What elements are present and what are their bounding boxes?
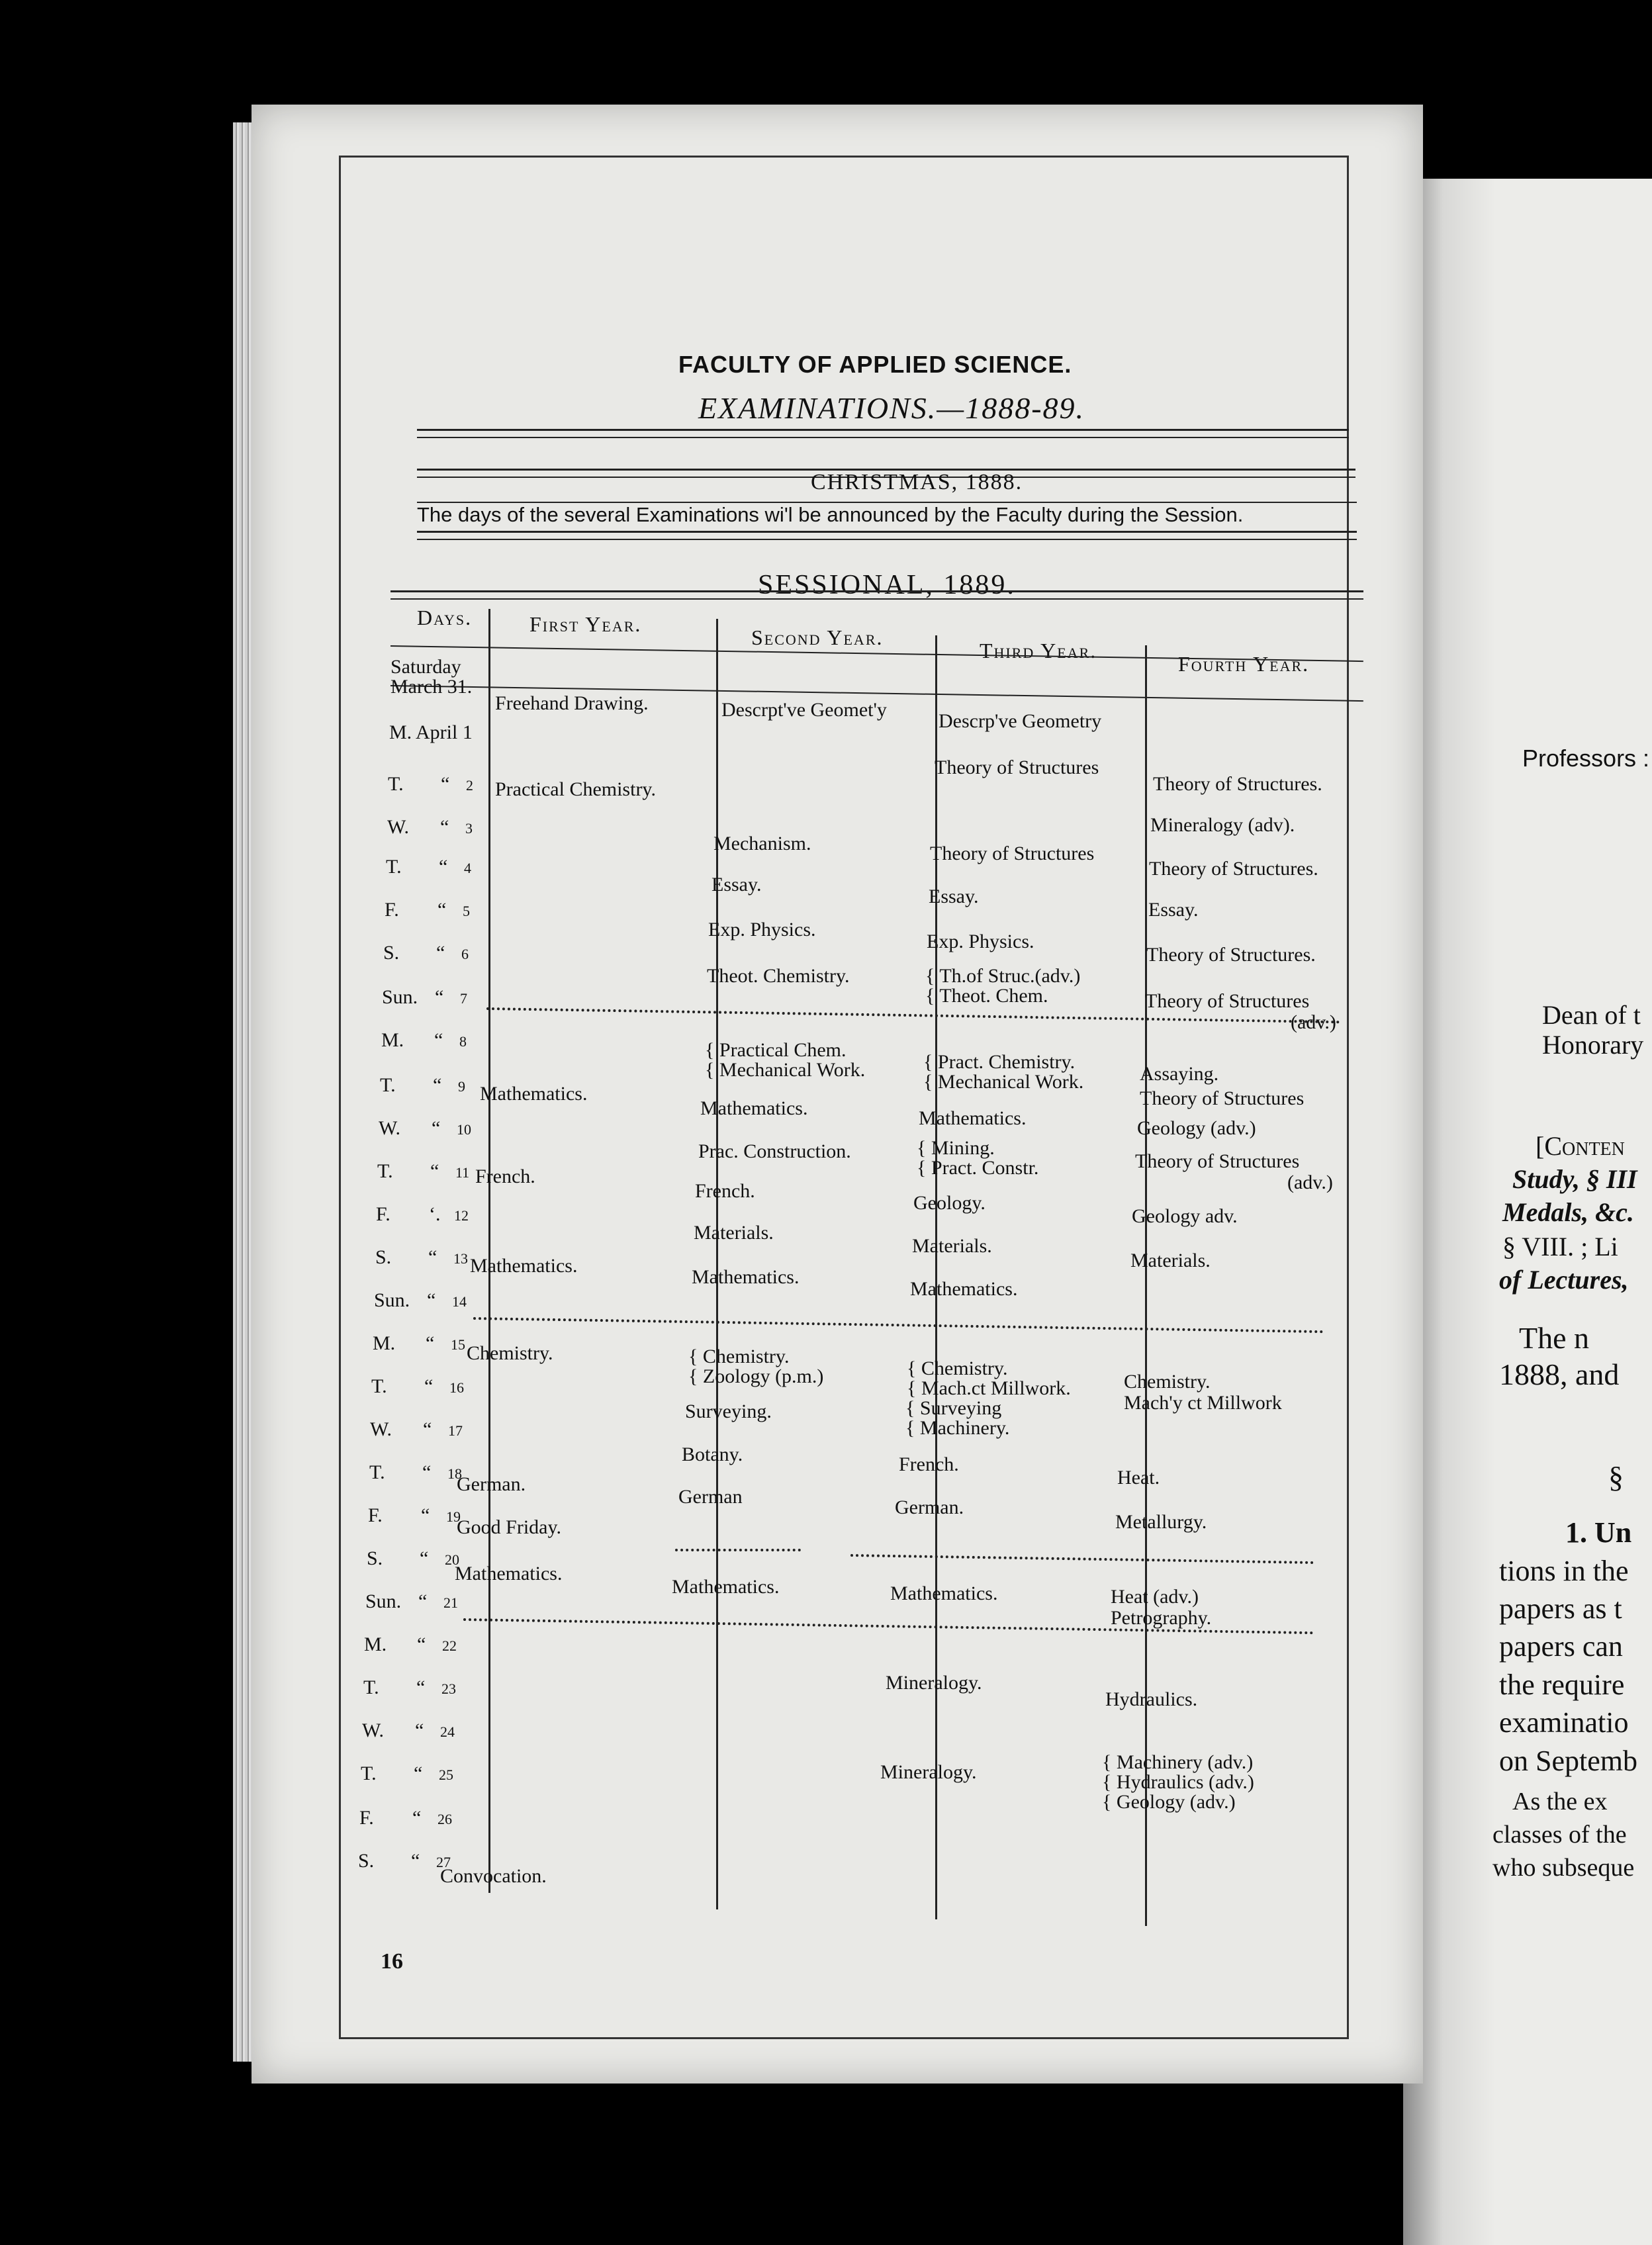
fourth-year-entry: Theory of Structures (1145, 990, 1310, 1012)
facing-text: 1888, and (1499, 1357, 1620, 1391)
facing-text: tions in the (1499, 1555, 1629, 1587)
third-year-entry: Mineralogy. (886, 1672, 982, 1694)
second-year-entry: Prac. Construction. (698, 1140, 851, 1162)
day-label: F. ‘. 12 (376, 1203, 469, 1225)
first-year-entry: Convocation. (440, 1865, 547, 1887)
day-label: M. “ 8 (381, 1029, 467, 1051)
day-label: Saturday March 31. (390, 656, 473, 698)
third-year-entry: { Pract. Chemistry. (923, 1051, 1076, 1073)
column-header-days: Days. (417, 606, 473, 629)
page-title: FACULTY OF APPLIED SCIENCE. (678, 351, 1072, 378)
day-label: T. “ 9 (380, 1074, 465, 1096)
rule (417, 437, 1349, 438)
fourth-year-entry: Mach'y ct Millwork (1124, 1392, 1282, 1414)
second-year-entry: Exp. Physics. (708, 919, 816, 940)
third-year-entry: Materials. (912, 1235, 992, 1257)
column-divider (935, 635, 937, 1919)
third-year-entry: { Machinery. (905, 1417, 1010, 1439)
facing-text: papers as t (1499, 1592, 1622, 1625)
facing-text: classes of the (1492, 1821, 1627, 1849)
facing-text: examinatio (1499, 1706, 1629, 1739)
column-header-fourth-year: Fourth Year. (1178, 652, 1310, 676)
third-year-entry: French. (899, 1453, 959, 1475)
fourth-year-entry: Petrography. (1111, 1607, 1212, 1629)
second-year-entry: Mechanism. (713, 833, 811, 854)
fourth-year-entry: Metallurgy. (1115, 1511, 1207, 1533)
second-year-entry: Descrpt've Geomet'y (721, 699, 887, 721)
third-year-entry: Mathematics. (919, 1107, 1027, 1129)
day-label: W. “ 24 (362, 1719, 455, 1741)
column-divider (1145, 645, 1147, 1926)
second-year-entry: { Chemistry. (688, 1346, 790, 1367)
column-header-second-year: Second Year. (751, 625, 884, 649)
facing-text: the require (1499, 1669, 1625, 1701)
first-year-entry: Mathematics. (455, 1563, 563, 1584)
column-header-third-year: Third Year. (980, 639, 1097, 663)
facing-text: Honorary (1542, 1030, 1644, 1060)
christmas-heading: CHRISTMAS, 1888. (811, 470, 1023, 494)
third-year-entry: { Mining. (917, 1137, 995, 1159)
third-year-entry: Mathematics. (910, 1278, 1018, 1300)
day-label: W. “ 10 (379, 1117, 471, 1139)
day-label: W. “ 17 (370, 1418, 463, 1440)
third-year-entry: Exp. Physics. (927, 931, 1034, 952)
column-divider (488, 609, 490, 1893)
third-year-entry: German. (895, 1496, 964, 1518)
facing-text: of Lectures, (1499, 1265, 1629, 1295)
day-label: S. “ 27 (358, 1850, 451, 1872)
day-label: T. “ 25 (361, 1763, 453, 1784)
rule (417, 429, 1349, 431)
facing-text: The n (1519, 1321, 1590, 1355)
page-subtitle: EXAMINATIONS.—1888-89. (698, 391, 1085, 425)
day-label: T. “ 2 (388, 773, 473, 795)
second-year-entry: French. (695, 1180, 755, 1202)
third-year-entry: { Chemistry. (907, 1357, 1008, 1379)
fourth-year-entry: { Geology (adv.) (1102, 1791, 1236, 1813)
rule (390, 598, 1363, 600)
day-label: M. “ 22 (364, 1633, 457, 1655)
first-year-entry: Practical Chemistry. (495, 778, 656, 800)
second-year-entry: Mathematics. (700, 1097, 808, 1119)
facing-text: As the ex (1512, 1788, 1608, 1815)
second-year-entry: Surveying. (685, 1400, 772, 1422)
second-year-entry: Mathematics. (672, 1576, 780, 1598)
day-label: Sun. “ 21 (365, 1590, 458, 1612)
day-label: T. “ 16 (371, 1375, 464, 1397)
third-year-entry: Mineralogy. (880, 1761, 977, 1783)
day-label: Sun. “ 7 (382, 986, 467, 1008)
third-year-entry: { Pract. Constr. (917, 1157, 1039, 1179)
day-label: F. “ 19 (368, 1504, 461, 1526)
facing-text: on Septemb (1499, 1745, 1637, 1777)
fourth-year-entry: Theory of Structures. (1153, 773, 1322, 795)
third-year-entry: Geology. (913, 1192, 986, 1214)
christmas-note: The days of the several Examinations wi'l be announced by the Faculty during the Session. (417, 503, 1244, 526)
column-divider (716, 619, 718, 1909)
second-year-entry: Materials. (694, 1222, 774, 1244)
facing-text: Professors : (1522, 745, 1650, 772)
day-label: T. “ 23 (363, 1676, 456, 1698)
facing-text: § (1608, 1460, 1624, 1494)
third-year-entry: { Surveying (905, 1397, 1002, 1419)
fourth-year-entry: (adv.) (1287, 1171, 1333, 1193)
facing-text: who subseque (1492, 1854, 1635, 1882)
page-number: 16 (381, 1949, 403, 1974)
fourth-year-entry: Theory of Structures. (1146, 944, 1316, 966)
facing-text: [Conten (1536, 1131, 1625, 1161)
fourth-year-entry: Assaying. (1140, 1063, 1219, 1085)
second-year-entry: Botany. (682, 1443, 743, 1465)
day-label: T. “ 18 (369, 1461, 462, 1483)
facing-text: § VIII. ; Li (1502, 1232, 1618, 1261)
third-year-entry: Mathematics. (890, 1582, 998, 1604)
third-year-entry: { Th.of Struc.(adv.) (925, 965, 1081, 987)
second-year-entry: { Zoology (p.m.) (688, 1365, 824, 1387)
second-year-entry: Theot. Chemistry. (707, 965, 850, 987)
first-year-entry: French. (475, 1166, 535, 1187)
first-year-entry: German. (457, 1473, 526, 1495)
fourth-year-entry: Heat (adv.) (1111, 1586, 1199, 1608)
rule (390, 590, 1363, 592)
fourth-year-entry: (adv.) (1291, 1011, 1336, 1033)
second-year-entry: German (678, 1486, 743, 1508)
fourth-year-entry: { Hydraulics (adv.) (1102, 1771, 1254, 1793)
day-label: W. “ 3 (387, 816, 473, 838)
fourth-year-entry: Geology (adv.) (1137, 1117, 1256, 1139)
fourth-year-entry: Geology adv. (1132, 1205, 1238, 1227)
sessional-heading: SESSIONAL, 1889. (758, 570, 1016, 600)
fourth-year-entry: Chemistry. (1124, 1371, 1211, 1393)
facing-text: Study, § III (1512, 1164, 1637, 1194)
third-year-entry: { Theot. Chem. (925, 985, 1048, 1007)
day-label: S. “ 20 (367, 1547, 459, 1569)
third-year-entry: Theory of Structures (935, 756, 1099, 778)
first-year-entry: Chemistry. (467, 1342, 553, 1364)
third-year-entry: { Mechanical Work. (923, 1071, 1084, 1093)
fourth-year-entry: Theory of Structures (1140, 1087, 1305, 1109)
facing-text: papers can (1499, 1630, 1623, 1663)
day-label: T. “ 4 (386, 856, 471, 878)
first-year-entry: Mathematics. (480, 1083, 588, 1105)
fourth-year-entry: Essay. (1148, 899, 1199, 921)
second-year-entry: Essay. (711, 874, 762, 895)
first-year-entry: Mathematics. (470, 1255, 578, 1277)
fourth-year-entry: Theory of Structures (1135, 1150, 1300, 1172)
day-label: M. “ 15 (373, 1332, 465, 1354)
rule (417, 539, 1357, 540)
dotted-line (675, 1549, 801, 1551)
third-year-entry: Descrp've Geometry (939, 710, 1102, 732)
second-year-entry: { Practical Chem. (705, 1039, 847, 1061)
fourth-year-entry: Theory of Structures. (1149, 858, 1318, 880)
first-year-entry: Good Friday. (457, 1516, 562, 1538)
day-label: S. “ 13 (375, 1246, 468, 1268)
day-label: T. “ 11 (377, 1160, 470, 1182)
rule (417, 531, 1357, 533)
third-year-entry: Essay. (929, 886, 979, 907)
second-year-entry: Mathematics. (692, 1266, 800, 1288)
second-year-entry: { Mechanical Work. (705, 1059, 866, 1081)
day-label: M. April 1 (389, 721, 473, 743)
fourth-year-entry: Materials. (1130, 1250, 1211, 1271)
first-year-entry: Freehand Drawing. (495, 692, 649, 714)
facing-text: Dean of t (1542, 1000, 1641, 1030)
facing-text: Medals, &c. (1502, 1197, 1634, 1227)
third-year-entry: Theory of Structures (930, 843, 1095, 864)
fourth-year-entry: { Machinery (adv.) (1102, 1751, 1254, 1773)
day-label: F. “ 26 (359, 1807, 452, 1829)
facing-text: 1. Un (1565, 1516, 1632, 1549)
third-year-entry: { Mach.ct Millwork. (907, 1377, 1071, 1399)
day-label: Sun. “ 14 (374, 1289, 467, 1311)
fourth-year-entry: Mineralogy (adv). (1150, 814, 1295, 836)
fourth-year-entry: Hydraulics. (1105, 1688, 1198, 1710)
fourth-year-entry: Heat. (1117, 1467, 1160, 1489)
day-label: S. “ 6 (383, 942, 469, 964)
day-label: F. “ 5 (385, 899, 470, 921)
column-header-first-year: First Year. (529, 612, 642, 636)
